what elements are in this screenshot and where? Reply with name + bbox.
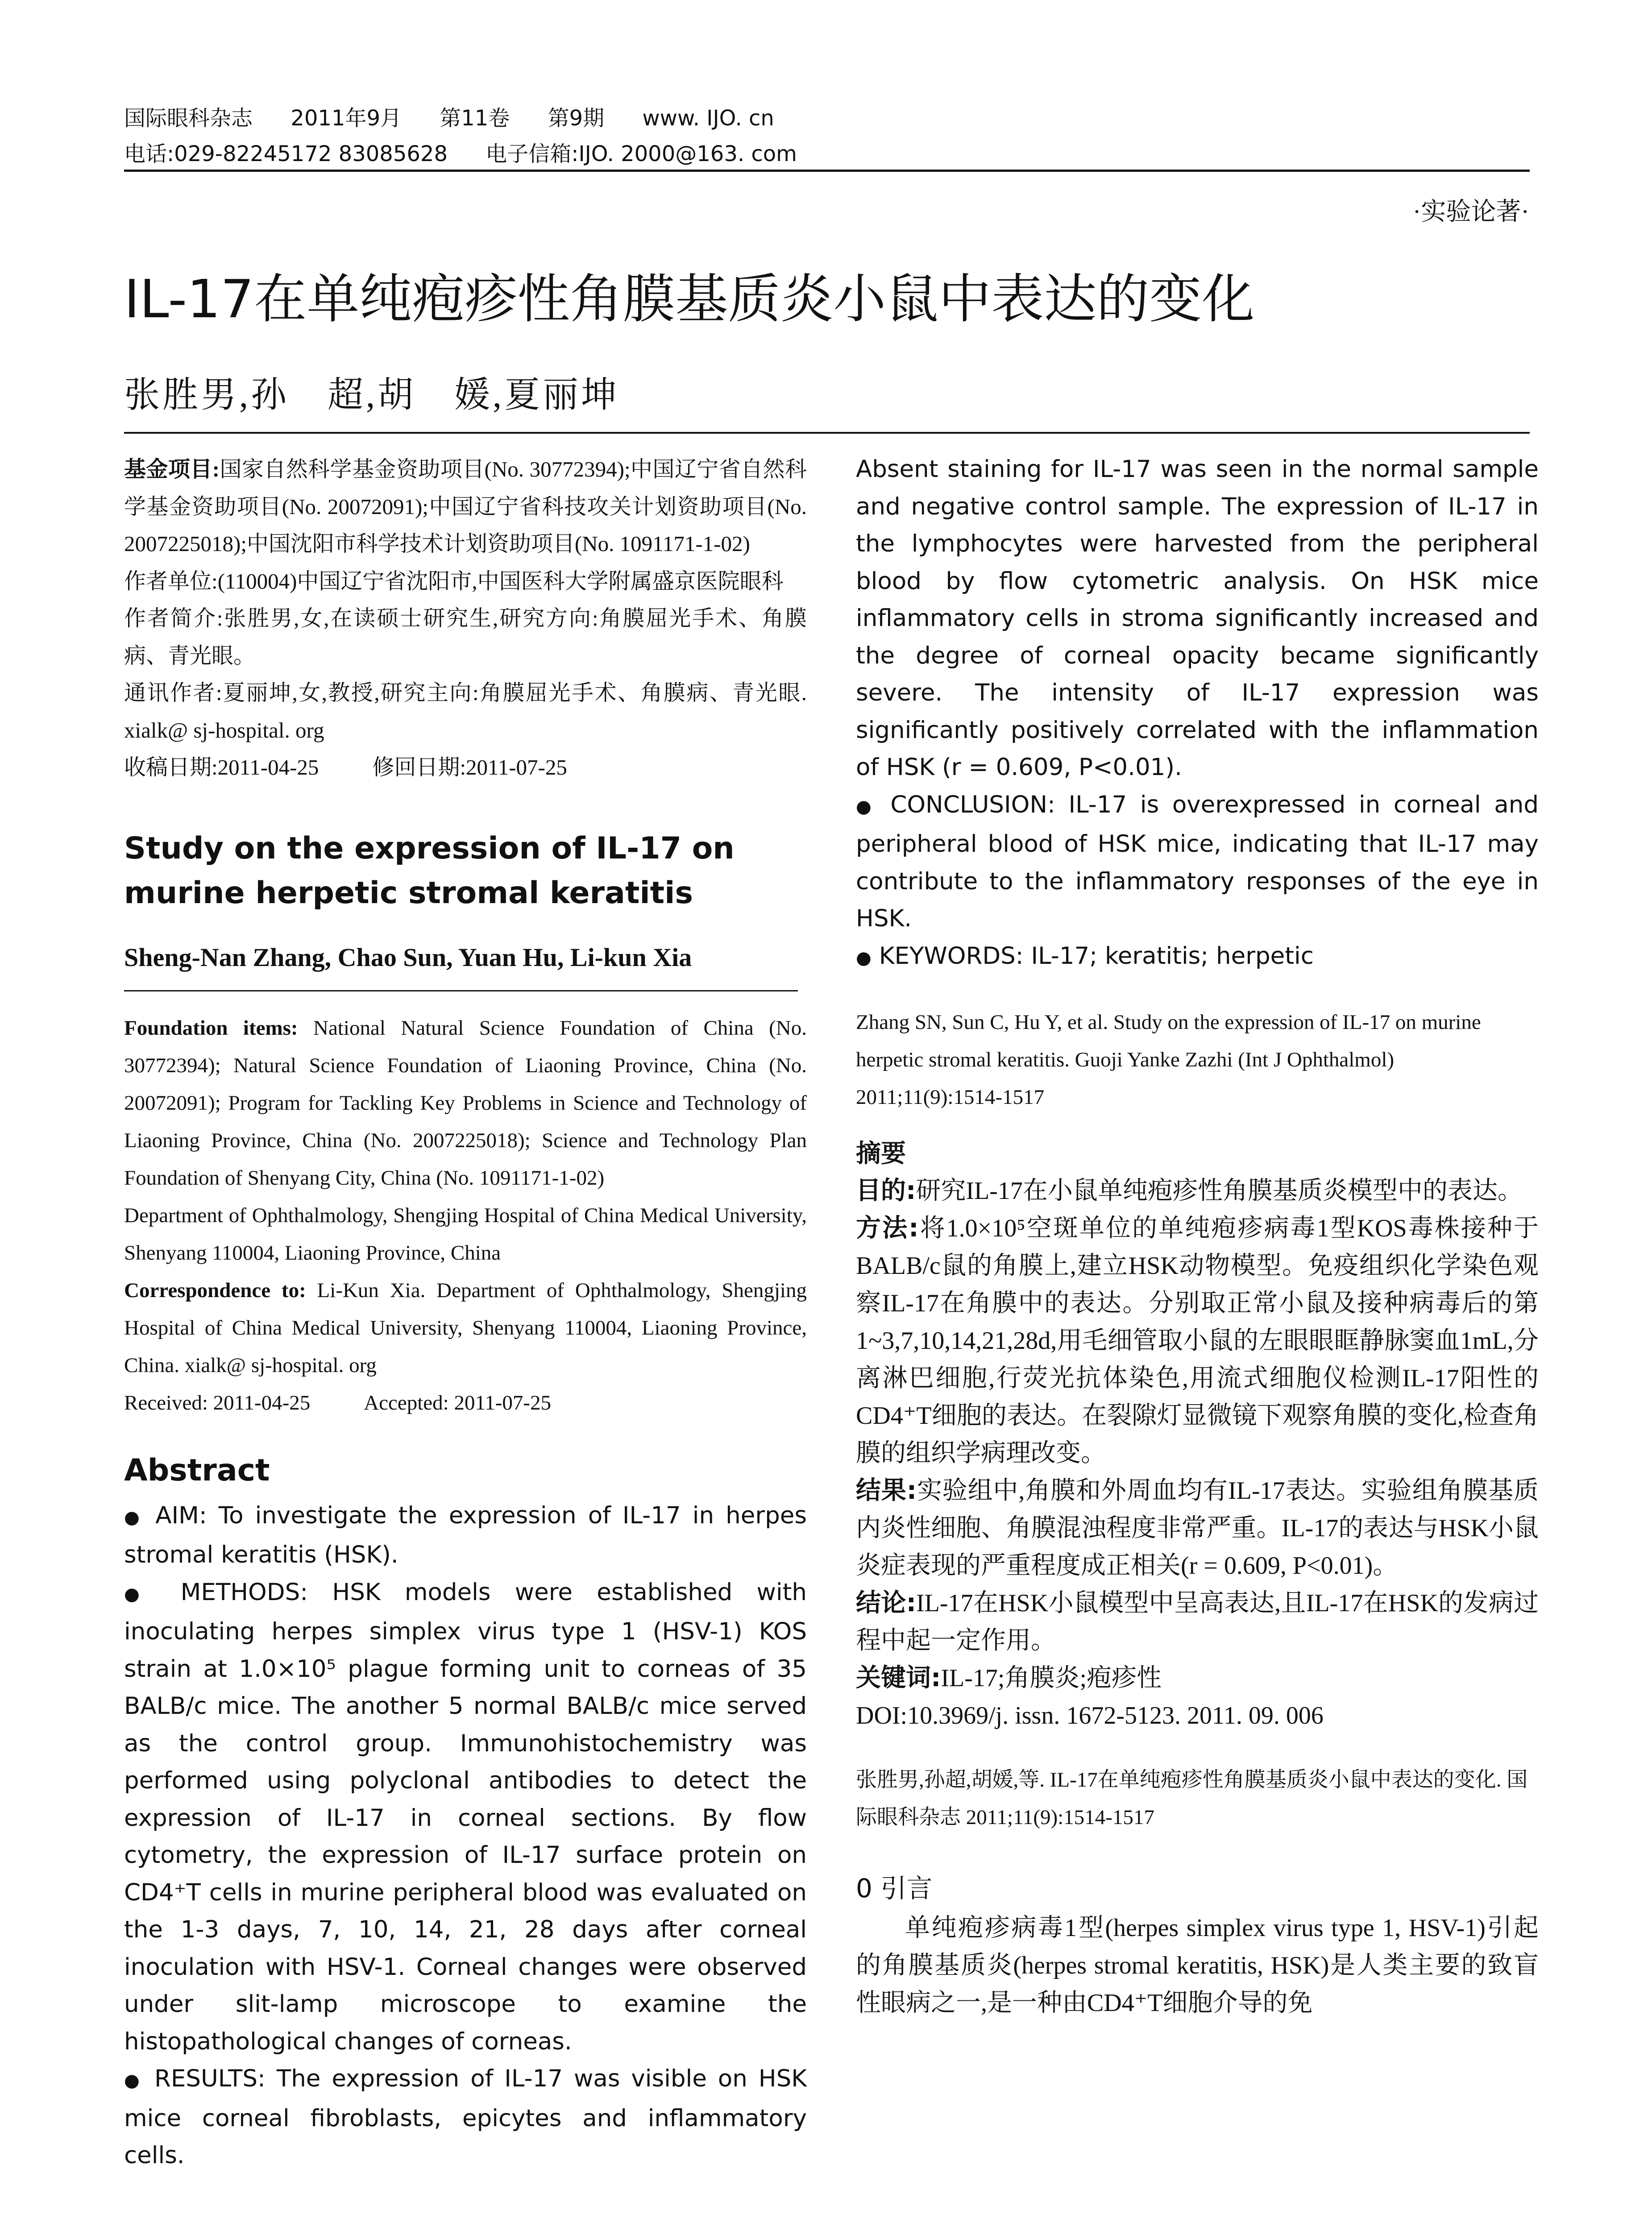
conclusion-text: CONCLUSION: IL-17 is overexpressed in corneal and peripheral blood of HSK mice, indicating that IL-17 may contribute to the inflammatory responses of the eye in HSK. — [856, 791, 1539, 932]
bullet-icon: ● — [124, 2070, 144, 2091]
funding-label: 基金项目: — [124, 457, 220, 481]
spacer — [856, 977, 1539, 1004]
issue-date: 2011年9月 — [291, 106, 402, 131]
result-text: 实验组中,角膜和外周血均有IL-17表达。实验组角膜基质内炎性细胞、角膜混浊程度非常严重。IL-17的表达与HSK小鼠炎症表现的严重程度成正相关(r = 0.609, P<0.01)。 — [856, 1477, 1539, 1580]
foundation-label: Foundation items: — [124, 1016, 298, 1040]
cn-result — [856, 1472, 1539, 1584]
method-text: 将1.0×10⁵空斑单位的单纯疱疹病毒1型KOS毒株接种于BALB/c鼠的角膜上,建立HSK动物模型。免疫组织化学染色观察IL-17在角膜中的表达。分别取正常小鼠及接种病毒后的第1~3,7,10,14,21,28d,用毛细管取小鼠的左眼眼眶静脉窦血1mL,分离淋巴细胞,行荧光抗体染色,用流式细胞仪检测IL-17阳性的CD4⁺T细胞的表达。在裂隙灯显微镜下观察角膜的变化,检查角膜的组织学病理改变。 — [856, 1215, 1539, 1467]
journal-header — [124, 100, 1530, 172]
cn-conclusion — [856, 1584, 1539, 1659]
bullet-icon: ● — [124, 1584, 157, 1605]
title-divider — [124, 432, 1530, 434]
email: 电子信箱:IJO. 2000@163. com — [486, 141, 797, 166]
correspondence-cn: 通讯作者:夏丽坤,女,教授,研究主向:角膜屈光手术、角膜病、青光眼. xialk@ sj-hospital. org — [124, 680, 807, 742]
result-label: 结果: — [856, 1476, 917, 1505]
objective-text: 研究IL-17在小鼠单纯疱疹性角膜基质炎模型中的表达。 — [916, 1177, 1523, 1205]
journal-name: 国际眼科杂志 — [124, 106, 253, 131]
received-en: Received: 2011-04-25 — [124, 1391, 311, 1414]
keywords-cn-text: IL-17;角膜炎;疱疹性 — [941, 1664, 1162, 1692]
accepted-en: Accepted: 2011-07-25 — [364, 1391, 552, 1414]
intro-paragraph: 单纯疱疹病毒1型(herpes simplex virus type 1, HSV-1)引起的角膜基质炎(herpes stromal keratitis, HSK)是人类主要的致盲性眼病之一,是一种由CD4⁺T细胞介导的免 — [856, 1914, 1539, 2017]
phone: 电话:029-82245172 83085628 — [124, 141, 448, 166]
abstract-keywords — [856, 937, 1539, 977]
dates-cn — [124, 749, 807, 786]
abstract-methods — [124, 1574, 807, 2061]
affiliation-cn: 作者单位:(110004)中国辽宁省沈阳市,中国医科大学附属盛京医院眼科 — [124, 568, 784, 593]
department-en: Department of Ophthalmology, Shengjing Hospital of China Medical University, Shenyang 110004, Liaoning Province, China — [124, 1203, 807, 1265]
aim-text: AIM: To investigate the expression of IL-17 in herpes stromal keratitis (HSK). — [124, 1501, 807, 1568]
issue: 第9期 — [548, 106, 605, 131]
foundation-text: National Natural Science Foundation of China (No. 30772394); Natural Science Foundation of Liaoning Province, China (No. 20072091); Program for Tackling Key Problems in Science and Technology of Liaoning Province, China (No. 2007225018); Science and Technology Plan Foundation of Shenyang City, China (No. 1091171-1-02) — [124, 1016, 807, 1190]
citation-en: Zhang SN, Sun C, Hu Y, et al. Study on the expression of IL-17 on murine herpetic stromal keratitis. Guoji Yanke Zazhi (Int J Ophthalmol) 2011;11(9):1514-1517 — [856, 1011, 1481, 1109]
correspondence-label: Correspondence to: — [124, 1278, 306, 1302]
cn-method — [856, 1210, 1539, 1472]
abstract-heading: Abstract — [124, 1452, 270, 1488]
left-column — [124, 451, 807, 2174]
conclusion-label: 结论: — [856, 1588, 916, 1617]
revised-date: 修回日期:2011-07-25 — [372, 755, 567, 780]
authors-divider — [124, 990, 798, 991]
doi: DOI:10.3969/j. issn. 1672-5123. 2011. 09. 006 — [856, 1702, 1324, 1729]
section-label: ·实验论著· — [1412, 198, 1529, 226]
cn-keywords — [856, 1659, 1539, 1697]
header-divider — [124, 170, 1530, 172]
correspondence-en — [124, 1272, 807, 1384]
header-row-1 — [124, 100, 1530, 136]
english-authors: Sheng-Nan Zhang, Chao Sun, Yuan Hu, Li-kun Xia — [124, 942, 692, 972]
results-text: RESULTS: The expression of IL-17 was visible on HSK mice corneal fibroblasts, epicytes and inflammatory cells. — [124, 2065, 807, 2169]
bullet-icon: ● — [124, 1507, 144, 1528]
author-bio-cn: 作者简介:张胜男,女,在读硕士研究生,研究方向:角膜屈光手术、角膜病、青光眼。 — [124, 606, 807, 668]
authors-cn: 张胜男,孙 超,胡 媛,夏丽坤 — [124, 376, 619, 415]
received-date: 收稿日期:2011-04-25 — [124, 755, 319, 780]
methods-text: METHODS: HSK models were established with inoculating herpes simplex virus type 1 (HSV-1) KOS strain at 1.0×10⁵ plague forming unit to corneas of 35 BALB/c mice. The another 5 normal BALB/c mice served as the control group. Immunohistochemistry was performed using polyclonal antibodies to detect the expression of IL-17 in corneal sections. By flow cytometry, the expression of IL-17 surface protein on CD4⁺T cells in murine peripheral blood was evaluated on the 1-3 days, 7, 10, 14, 21, 28 days after corneal inoculation with HSV-1. Corneal changes were observed under slit-lamp microscope to examine the histopathological changes of corneas. — [124, 1578, 807, 2055]
bullet-icon: ● — [856, 947, 872, 968]
intro-heading: 0 引言 — [856, 1873, 933, 1903]
conclusion-cn-text: IL-17在HSK小鼠模型中呈高表达,且IL-17在HSK的发病过程中起一定作用。 — [856, 1589, 1539, 1655]
right-column — [856, 451, 1539, 2022]
objective-label: 目的: — [856, 1176, 916, 1205]
cn-objective — [856, 1172, 1539, 1210]
article-title: IL-17在单纯疱疹性角膜基质炎小鼠中表达的变化 — [124, 268, 1255, 330]
funding-text: 国家自然科学基金资助项目(No. 30772394);中国辽宁省自然科学基金资助项目(No. 20072091);中国辽宁省科技攻关计划资助项目(No. 2007225018);中国沈阳市科学技术计划资助项目(No. 1091171-1-02) — [124, 457, 807, 556]
keywords-text: KEYWORDS: IL-17; keratitis; herpetic — [879, 942, 1314, 970]
abstract-conclusion — [856, 786, 1539, 937]
abstract-results — [124, 2060, 807, 2174]
bullet-icon: ● — [856, 796, 877, 817]
foundation-items — [124, 1009, 807, 1197]
funding-cn — [124, 451, 807, 563]
keywords-cn-label: 关键词: — [856, 1663, 941, 1692]
header-row-2 — [124, 136, 1530, 172]
correspondence-text: Li-Kun Xia. Department of Ophthalmology, Shengjing Hospital of China Medical University, Shenyang 110004, Liaoning Province, China. xialk@ sj-hospital. org — [124, 1278, 807, 1377]
abstract-aim — [124, 1497, 807, 1574]
spacer — [856, 1734, 1539, 1761]
dates-en — [124, 1384, 807, 1422]
english-title: Study on the expression of IL-17 on murine herpetic stromal keratitis — [124, 830, 735, 911]
method-label: 方法: — [856, 1214, 919, 1243]
website: www. IJO. cn — [642, 106, 774, 131]
abstract-results-continued: Absent staining for IL-17 was seen in the normal sample and negative control sample. The expression of IL-17 in the lymphocytes were harvested from the peripheral blood by flow cytometric analysis. On HSK mice inflammatory cells in stroma significantly increased and the degree of corneal opacity became significantly severe. The intensity of IL-17 expression was significantly positively correlated with the inflammation of HSK (r = 0.609, P<0.01). — [856, 456, 1539, 781]
volume: 第11卷 — [440, 106, 510, 131]
cn-abstract-heading: 摘要 — [856, 1139, 906, 1168]
citation-cn: 张胜男,孙超,胡媛,等. IL-17在单纯疱疹性角膜基质炎小鼠中表达的变化. 国际眼科杂志 2011;11(9):1514-1517 — [856, 1768, 1528, 1829]
